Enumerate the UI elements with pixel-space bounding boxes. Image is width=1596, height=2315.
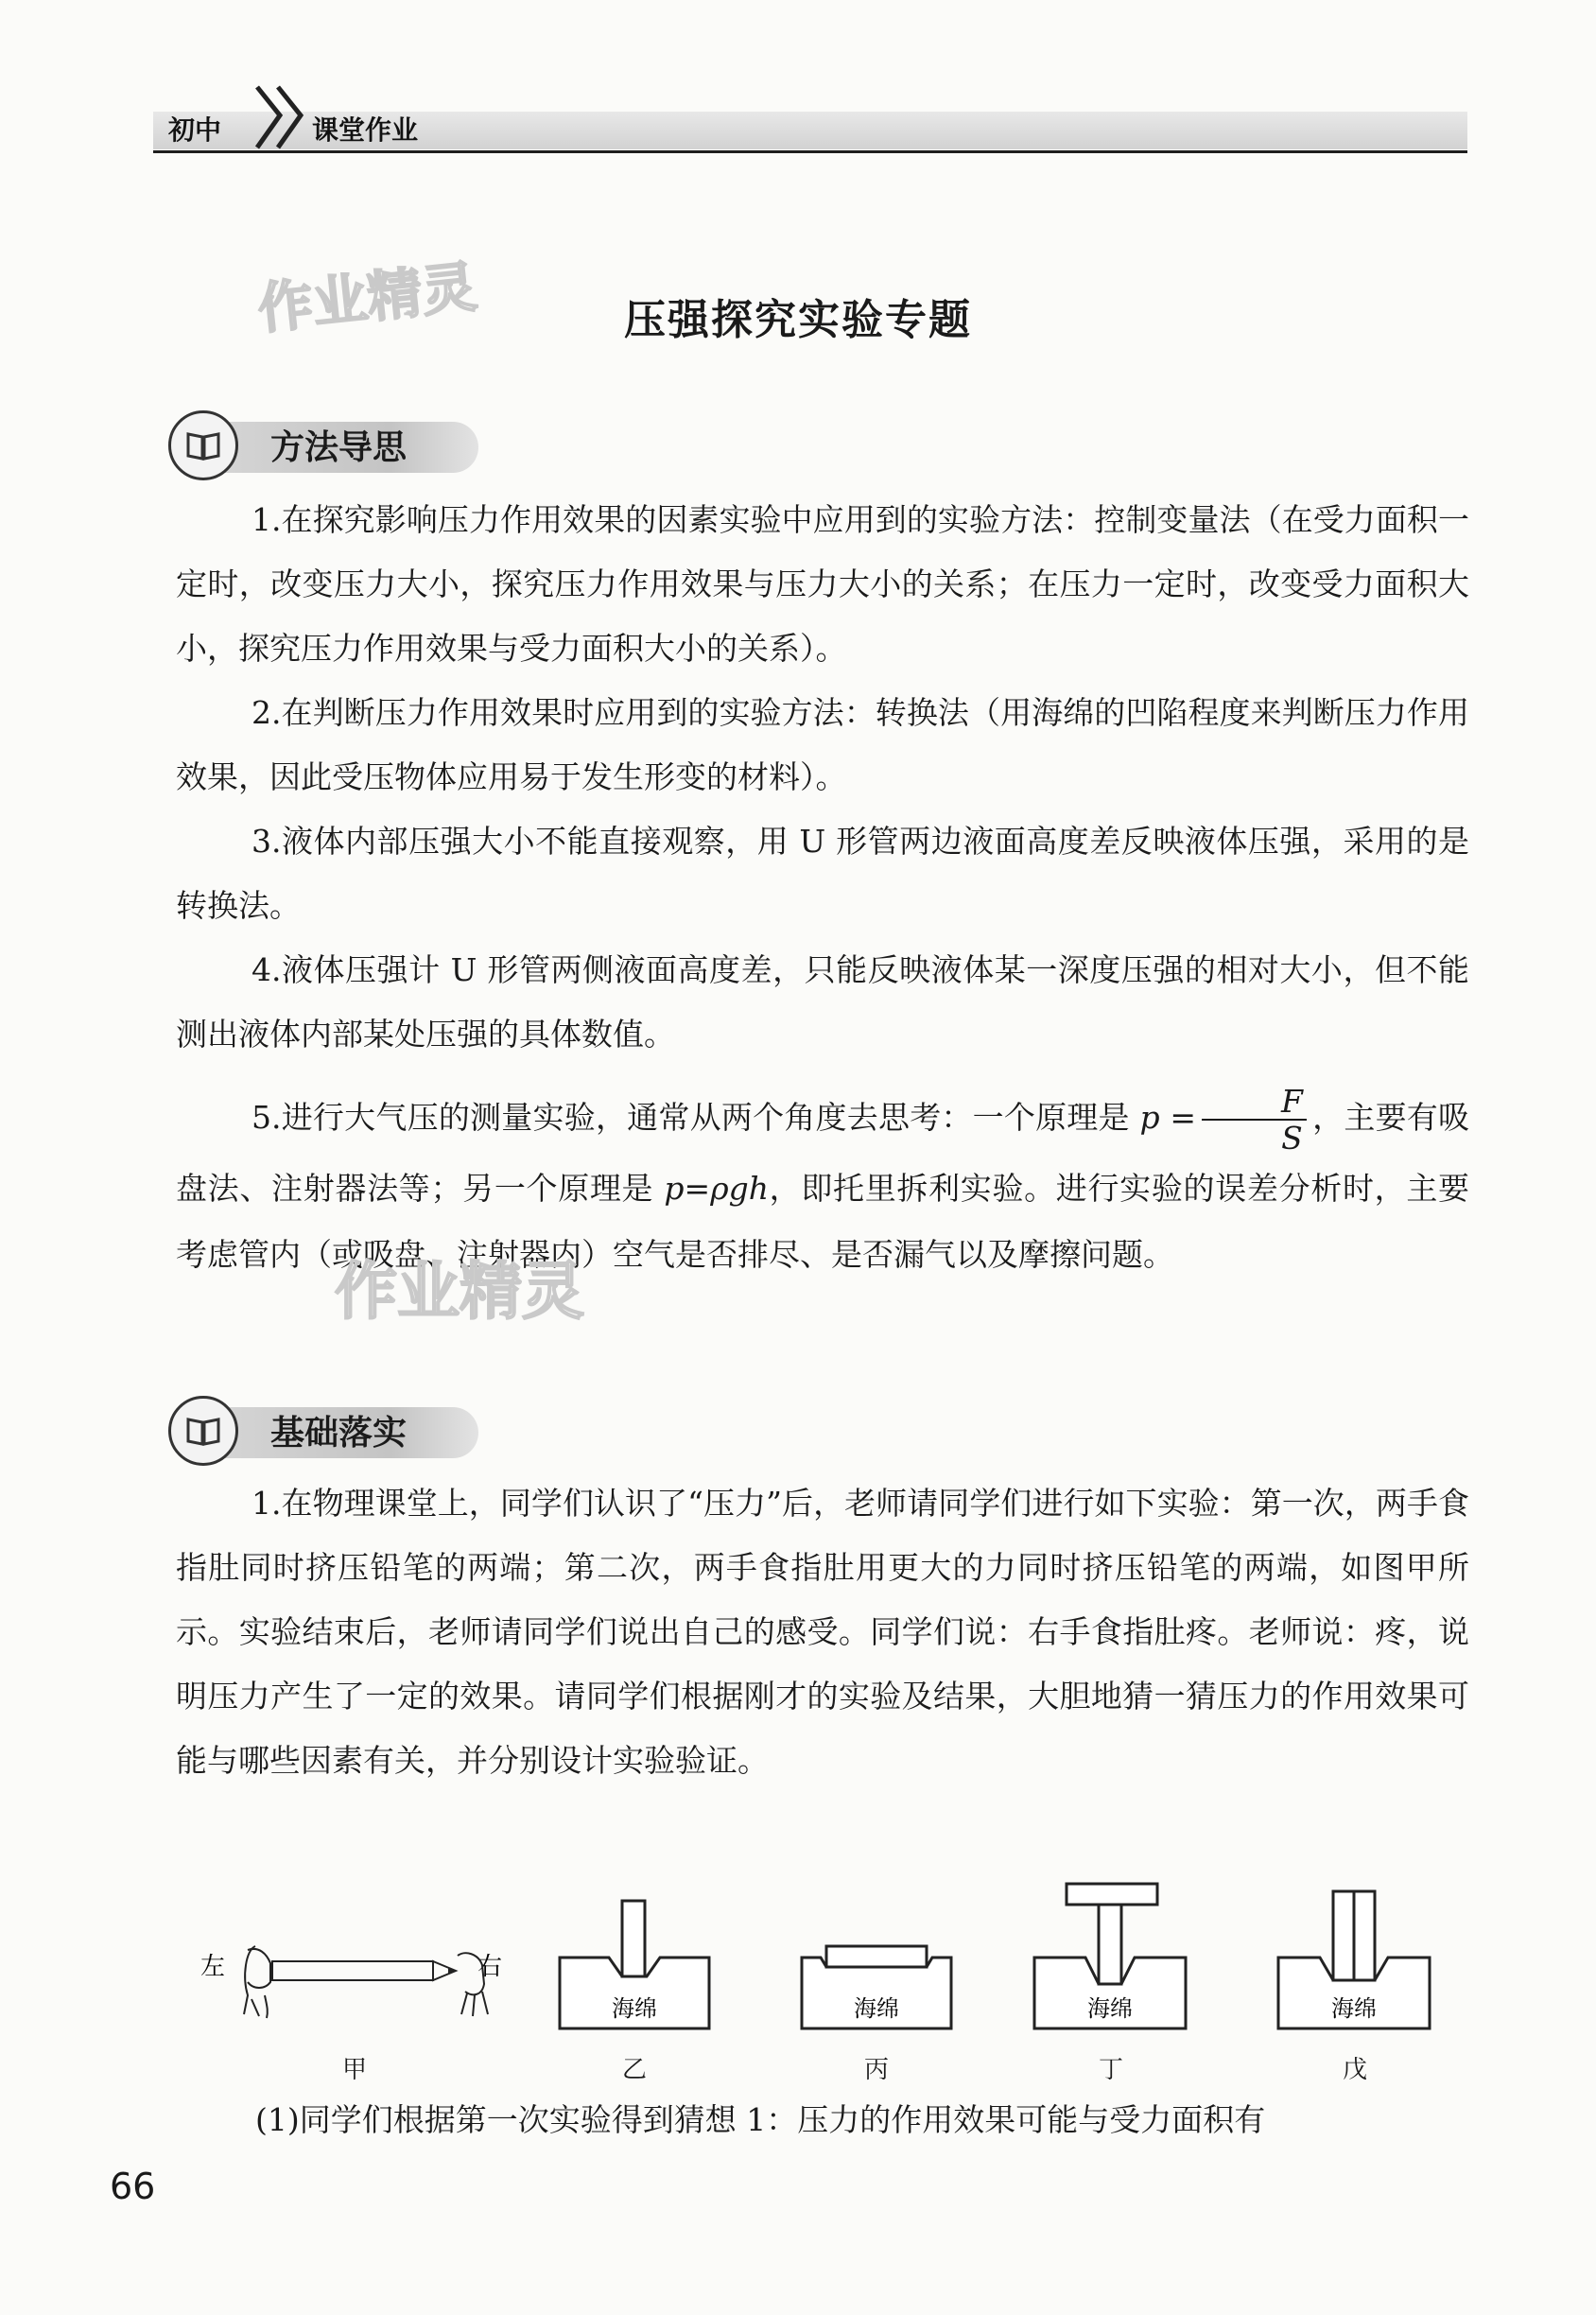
watermark-top: 作业精灵 xyxy=(254,254,480,341)
sponge-label-ding: 海绵 xyxy=(1087,1995,1133,2022)
page-title: 压强探究实验专题 xyxy=(624,296,972,344)
figure-sponge-yi xyxy=(560,1901,709,2028)
section-badge-basics xyxy=(168,1396,480,1468)
book-icon xyxy=(184,1412,222,1450)
formula-fraction xyxy=(1202,1084,1307,1156)
method-item-3: 3.液体内部压强大小不能直接观察，用 U 形管两边液面高度差反映液体压强，采用的是转换法。 xyxy=(176,823,1469,924)
method-item-5-part1: 5.进行大气压的测量实验，通常从两个角度去思考：一个原理是 xyxy=(252,1099,1140,1136)
caption-ding: 丁 xyxy=(1099,2056,1124,2084)
book-icon xyxy=(184,426,222,464)
method-item-2: 2.在判断压力作用效果时应用到的实验方法：转换法（用海绵的凹陷程度来判断压力作用效果，因此受压物体应用易于发生形变的材料）。 xyxy=(176,694,1469,795)
section-badge-method xyxy=(168,410,480,482)
sponge-label-bing: 海绵 xyxy=(854,1995,899,2022)
caption-jia: 甲 xyxy=(342,2056,368,2084)
caption-bing: 丙 xyxy=(864,2056,890,2084)
watermark-middle: 作业精灵 xyxy=(335,1255,584,1328)
caption-yi: 乙 xyxy=(622,2056,648,2084)
chevron-double-icon xyxy=(252,81,312,151)
sponge-label-wu: 海绵 xyxy=(1331,1995,1377,2022)
figure-sponge-bing xyxy=(802,1946,951,2028)
figure-sponge-wu xyxy=(1278,1891,1430,2028)
question-1-text: 1.在物理课堂上，同学们认识了“压力”后，老师请同学们进行如下实验：第一次，两手食指肚同时挤压铅笔的两端；第二次，两手食指肚用更大的力同时挤压铅笔的两端，如图甲所示。实验结束后，老师请同学们说出自己的感受。同学们说：右手食指肚疼。老师说：疼，说明压力产生了一定的效果。请同学们根据刚才的实验及结果，大胆地猜一猜压力的作用效果可能与哪些因素有关，并分别设计实验验证。 xyxy=(176,1485,1469,1779)
label-right-hand: 右 xyxy=(477,1953,503,1981)
header-rule xyxy=(153,150,1467,153)
header-grade-label: 初中 xyxy=(168,114,222,146)
question-1-sub-1: (1)同学们根据第一次实验得到猜想 1：压力的作用效果可能与受力面积有 xyxy=(255,2101,1266,2138)
sponge-label-yi: 海绵 xyxy=(612,1995,657,2022)
section-heading-method: 方法导思 xyxy=(270,427,408,467)
formula-p-lhs: p = xyxy=(1139,1099,1196,1136)
formula-rho-g-h: p=ρgh xyxy=(664,1170,769,1207)
figure-sponge-ding xyxy=(1034,1884,1186,2028)
page-number: 66 xyxy=(110,2166,156,2207)
method-item-5-part2: ，主要有吸盘法、注射器法等；另一个原理是 xyxy=(176,1099,1470,1207)
label-left-hand: 左 xyxy=(200,1953,226,1981)
method-item-5-part3: ，即托里拆利实验。进行实验的误差分析时，主要考虑管内（或吸盘、注射器内）空气是否排尽、是否漏气以及摩擦问题。 xyxy=(176,1170,1470,1273)
formula-numerator: F xyxy=(1202,1084,1307,1121)
experiment-figure xyxy=(199,1863,1466,2071)
figure-pencil-jia xyxy=(200,1946,502,2018)
caption-wu: 戊 xyxy=(1343,2056,1368,2084)
method-item-1: 1.在探究影响压力作用效果的因素实验中应用到的实验方法：控制变量法（在受力面积一定时，改变压力大小，探究压力作用效果与压力大小的关系；在压力一定时，改变受力面积大小，探究压力作用效果与受力面积大小的关系）。 xyxy=(176,501,1469,667)
formula-denominator: S xyxy=(1281,1120,1303,1157)
method-item-4: 4.液体压强计 U 形管两侧液面高度差，只能反映液体某一深度压强的相对大小，但不能测出液体内部某处压强的具体数值。 xyxy=(176,951,1469,1053)
header-series-label: 课堂作业 xyxy=(312,114,419,146)
section-heading-basics: 基础落实 xyxy=(270,1413,408,1453)
